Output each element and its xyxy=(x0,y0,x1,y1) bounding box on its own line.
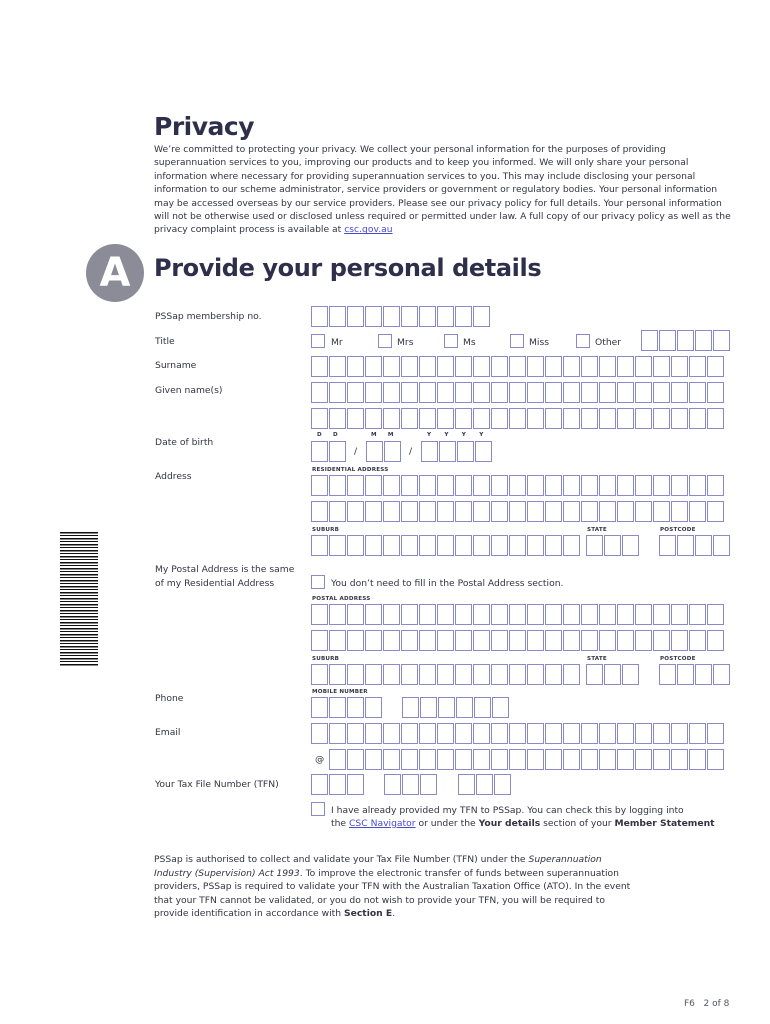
residential-state-sublabel: STATE xyxy=(587,527,607,533)
postal-postcode-input[interactable] xyxy=(659,664,731,685)
title-mr-label: Mr xyxy=(331,337,343,348)
email-at-symbol: @ xyxy=(315,754,325,765)
privacy-body xyxy=(154,143,739,237)
tfn-note-line1: I have already provided my TFN to PSSap. You can check this by logging into xyxy=(331,805,684,816)
title-label: Title xyxy=(155,336,175,347)
given-names-label: Given name(s) xyxy=(155,385,223,396)
page-number: 2 of 8 xyxy=(703,999,730,1009)
member-statement-text: Member Statement xyxy=(614,818,715,829)
title-other-checkbox[interactable] xyxy=(576,334,590,348)
dob-year-input[interactable] xyxy=(421,441,493,462)
residential-suburb-input[interactable] xyxy=(311,535,581,556)
tfn-input-part-1[interactable] xyxy=(311,774,365,795)
section-e-ref: Section E xyxy=(344,908,393,920)
postal-state-sublabel: STATE xyxy=(587,656,607,662)
tfn-label: Your Tax File Number (TFN) xyxy=(155,779,279,790)
postal-address-sublabel: POSTAL ADDRESS xyxy=(312,596,371,602)
tfn-note-mid: or under the xyxy=(415,818,479,829)
membership-label: PSSap membership no. xyxy=(155,311,262,322)
dob-month-sublabel: M M xyxy=(371,432,394,438)
residential-address-input-1[interactable] xyxy=(311,475,725,496)
postal-suburb-input[interactable] xyxy=(311,664,581,685)
postal-same-checkbox[interactable] xyxy=(311,575,325,589)
title-mrs-label: Mrs xyxy=(397,337,414,348)
para-part-3: . xyxy=(392,908,396,920)
page-footer xyxy=(684,999,729,1009)
mobile-input-part-2[interactable] xyxy=(402,697,510,718)
postal-address-input-1[interactable] xyxy=(311,604,725,625)
given-names-input-2[interactable] xyxy=(311,408,725,429)
dob-slash-1: / xyxy=(354,446,358,457)
address-label: Address xyxy=(155,471,192,482)
csc-link[interactable]: csc.gov.au xyxy=(344,224,393,236)
given-names-input-1[interactable] xyxy=(311,382,725,403)
surname-label: Surname xyxy=(155,360,197,371)
title-ms-checkbox[interactable] xyxy=(444,334,458,348)
title-other-input[interactable] xyxy=(641,330,731,351)
dob-slash-2: / xyxy=(409,446,413,457)
phone-label: Phone xyxy=(155,693,184,704)
postal-address-input-2[interactable] xyxy=(311,630,725,651)
postal-postcode-sublabel: POSTCODE xyxy=(660,656,696,662)
postal-same-note: You don’t need to fill in the Postal Address section. xyxy=(331,578,564,589)
title-mrs-checkbox[interactable] xyxy=(378,334,392,348)
email-input-2[interactable] xyxy=(329,749,725,770)
para-part-2: . To improve the electronic transfer of funds between superannuation providers, PSSap is required to validate your TFN with the Australian Taxation Office (ATO). In the event that your TFN cannot be validated, or you do not wish to provide your TFN, you will be required to provide identification in accordance with xyxy=(154,867,631,920)
act-name: Superannuation Industry (Supervision) Act 1993 xyxy=(154,854,602,879)
residential-postcode-input[interactable] xyxy=(659,535,731,556)
privacy-title: Privacy xyxy=(154,112,255,141)
dob-day-input[interactable] xyxy=(311,441,347,462)
dob-year-sublabel: Y Y Y Y xyxy=(427,432,484,438)
dob-label: Date of birth xyxy=(155,437,214,448)
csc-navigator-link[interactable]: CSC Navigator xyxy=(349,818,416,829)
para-part-1: PSSap is authorised to collect and validate your Tax File Number (TFN) under the xyxy=(154,854,529,865)
residential-state-input[interactable] xyxy=(586,535,640,556)
mobile-number-sublabel: MOBILE NUMBER xyxy=(312,689,368,695)
dob-day-sublabel: D D xyxy=(317,432,338,438)
your-details-text: Your details xyxy=(478,818,541,829)
postal-same-label-1: My Postal Address is the same xyxy=(155,564,295,575)
tfn-note-line2 xyxy=(331,818,715,829)
email-input-1[interactable] xyxy=(311,723,725,744)
tfn-input-part-2[interactable] xyxy=(384,774,438,795)
tfn-authorisation-paragraph xyxy=(154,853,634,921)
tfn-note-mid2: section of your xyxy=(540,818,615,829)
dob-month-input[interactable] xyxy=(366,441,402,462)
title-miss-label: Miss xyxy=(529,337,550,348)
barcode xyxy=(60,532,98,666)
title-miss-checkbox[interactable] xyxy=(510,334,524,348)
residential-suburb-sublabel: SUBURB xyxy=(312,527,340,533)
tfn-note-the: the xyxy=(331,818,349,829)
residential-postcode-sublabel: POSTCODE xyxy=(660,527,696,533)
form-code: F6 xyxy=(684,999,695,1009)
postal-same-label-2: of my Residential Address xyxy=(155,578,275,589)
tfn-provided-checkbox[interactable] xyxy=(311,802,325,816)
mobile-input-part-1[interactable] xyxy=(311,697,383,718)
surname-input[interactable] xyxy=(311,356,725,377)
postal-suburb-sublabel: SUBURB xyxy=(312,656,340,662)
tfn-input-part-3[interactable] xyxy=(458,774,512,795)
privacy-body-text: We’re committed to protecting your privacy. We collect your personal information for the purposes of providing superannuation services to you, improving our products and to keep you informed. We will only share your personal information where necessary for providing superannuation services to you. This may include disclosing your personal information to our scheme administrator, service providers or government or regulatory bodies. Your personal information may be accessed overseas by our service providers. Please see our privacy policy for full details. Your personal information will not be otherwise used or disclosed unless required or permitted under law. A full copy of our privacy policy as well as the privacy complaint process is available at xyxy=(154,144,731,236)
residential-address-sublabel: RESIDENTIAL ADDRESS xyxy=(312,467,389,473)
section-a-badge: A xyxy=(86,244,144,302)
title-other-label: Other xyxy=(595,337,622,348)
title-mr-checkbox[interactable] xyxy=(311,334,325,348)
postal-state-input[interactable] xyxy=(586,664,640,685)
title-ms-label: Ms xyxy=(463,337,476,348)
email-label: Email xyxy=(155,727,181,738)
section-heading: Provide your personal details xyxy=(154,254,542,282)
residential-address-input-2[interactable] xyxy=(311,501,725,522)
membership-input[interactable] xyxy=(311,306,491,327)
